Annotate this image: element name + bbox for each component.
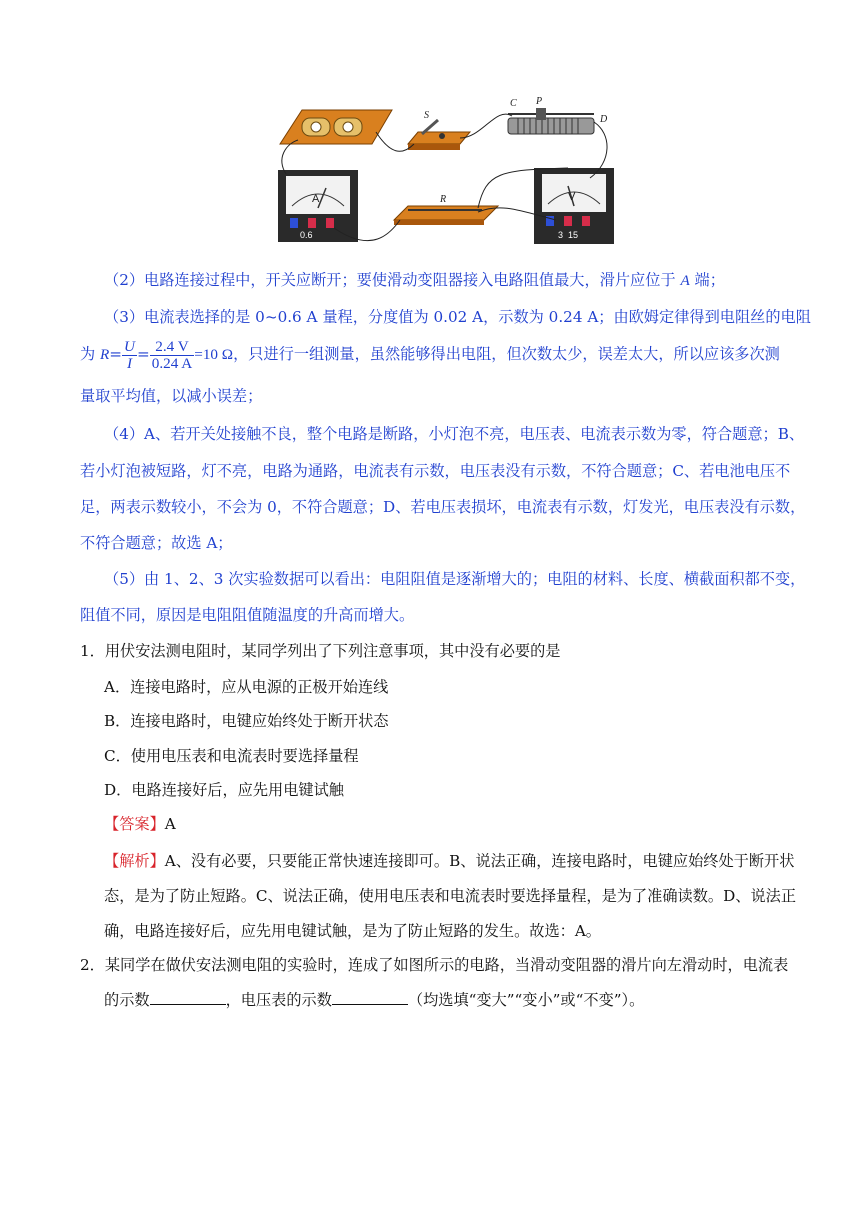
q2-line1: 2．某同学在做伏安法测电阻的实验时，连成了如图所示的电路，当滑动变阻器的滑片向左滑动时，电流表 xyxy=(80,956,789,974)
q1-stem: 1．用伏安法测电阻时，某同学列出了下列注意事项，其中没有必要的是 xyxy=(80,642,561,660)
label-r: R xyxy=(440,194,447,205)
analysis-p3-line1: （3）电流表选择的是 0~0.6 A 量程，分度值为 0.02 A，示数为 0.24 A；由欧姆定律得到电阻丝的电阻 xyxy=(104,308,811,326)
label-c: C xyxy=(510,98,517,109)
formula-result: =10 Ω xyxy=(194,346,234,363)
q2-line2-a: 的示数 xyxy=(104,991,150,1009)
analysis-p3-line2-prefix: 为 xyxy=(80,345,96,363)
analysis-p2 xyxy=(104,270,725,291)
label-d: D xyxy=(600,114,608,125)
ammeter-letter: A xyxy=(312,193,320,205)
q1-option-c: C．使用电压表和电流表时要选择量程 xyxy=(104,747,359,765)
answer-tag: 【答案】 xyxy=(104,815,165,833)
q1-answer xyxy=(104,814,176,834)
q1-option-b: B．连接电路时，电键应始终处于断开状态 xyxy=(104,712,389,730)
analysis-p2-italic: A xyxy=(680,272,690,289)
q2-line2-c: （均选填“变大”“变小”或“不变”）。 xyxy=(407,991,645,1009)
voltmeter-letter: V xyxy=(568,191,576,203)
analysis-p2-text: （2）电路连接过程中，开关应断开；要使滑动变阻器接入电路阻值最大，滑片应位于 xyxy=(104,271,676,289)
analysis-p2-end: 端； xyxy=(694,271,725,289)
ammeter xyxy=(278,170,358,242)
resistor-board xyxy=(394,206,498,225)
analysis-p3-line3: 量取平均值，以减小误差； xyxy=(80,387,263,405)
formula-den: 0.24 A xyxy=(151,354,193,372)
label-s: S xyxy=(424,110,429,121)
answer-blank-1[interactable] xyxy=(150,990,226,1005)
analysis-p4-line2: 若小灯泡被短路，灯不亮，电路为通路，电流表有示数，电压表没有示数，不符合题意；C、若电池电压不 xyxy=(80,462,791,480)
answer-blank-2[interactable] xyxy=(332,990,408,1005)
circuit-diagram xyxy=(272,82,620,252)
battery-holder xyxy=(280,110,392,144)
formula-r: R xyxy=(100,346,110,363)
voltmeter-terminal-label: 3 15 xyxy=(558,230,579,240)
formula-u: U xyxy=(124,337,135,355)
formula-i: I xyxy=(126,354,133,372)
analysis-p4-line3: 足，两表示数较小，不会为 0，不符合题意；D、若电压表损坏，电流表有示数，灯发光，电压表没有示数， xyxy=(80,498,806,516)
q1-analysis-line3: 确，电路连接好后，应先用电键试触，是为了防止短路的发生。故选：A。 xyxy=(104,922,601,940)
analysis-p5-line2: 阻值不同，原因是电阻阻值随温度的升高而增大。 xyxy=(80,606,415,624)
q1-analysis-line2: 态，是为了防止短路。C、说法正确，使用电压表和电流表时要选择量程，是为了准确读数。D、说法正 xyxy=(104,887,797,905)
analysis-p3-line2-rest: ，只进行一组测量，虽然能够得出电阻，但次数太少，误差太大，所以应该多次测 xyxy=(233,345,780,363)
analysis-p4-line1: （4）A、若开关处接触不良，整个电路是断路，小灯泡不亮，电压表、电流表示数为零，符合题意；B、 xyxy=(104,425,805,443)
formula-ui xyxy=(122,339,137,372)
formula-values xyxy=(150,339,195,372)
q1-analysis-text1: A、没有必要，只要能正常快速连接即可。B、说法正确，连接电路时，电键应始终处于断开状 xyxy=(164,852,795,870)
analysis-p4-line4: 不符合题意；故选 A； xyxy=(80,534,233,552)
analysis-p3-line2 xyxy=(80,334,780,375)
q1-analysis-line1 xyxy=(104,851,794,871)
q1-option-d: D．电路连接好后，应先用电键试触 xyxy=(104,781,344,799)
q2-line2 xyxy=(104,990,644,1010)
rheostat xyxy=(508,108,594,134)
q1-option-a: A．连接电路时，应从电源的正极开始连线 xyxy=(104,678,389,696)
q2-line2-b: ，电压表的示数 xyxy=(225,991,332,1009)
formula-num: 2.4 V xyxy=(150,339,195,356)
analysis-p5-line1: （5）由 1、2、3 次实验数据可以看出：电阻阻值是逐渐增大的；电阻的材料、长度、横截面积都不变， xyxy=(104,570,806,588)
switch xyxy=(408,120,470,150)
formula-eq1: = xyxy=(109,345,123,363)
label-p: P xyxy=(536,96,543,107)
ammeter-terminal-label: 0.6 xyxy=(300,230,313,240)
analysis-tag: 【解析】 xyxy=(104,852,165,870)
answer-value: A xyxy=(164,815,176,833)
formula-eq2: = xyxy=(137,345,150,363)
